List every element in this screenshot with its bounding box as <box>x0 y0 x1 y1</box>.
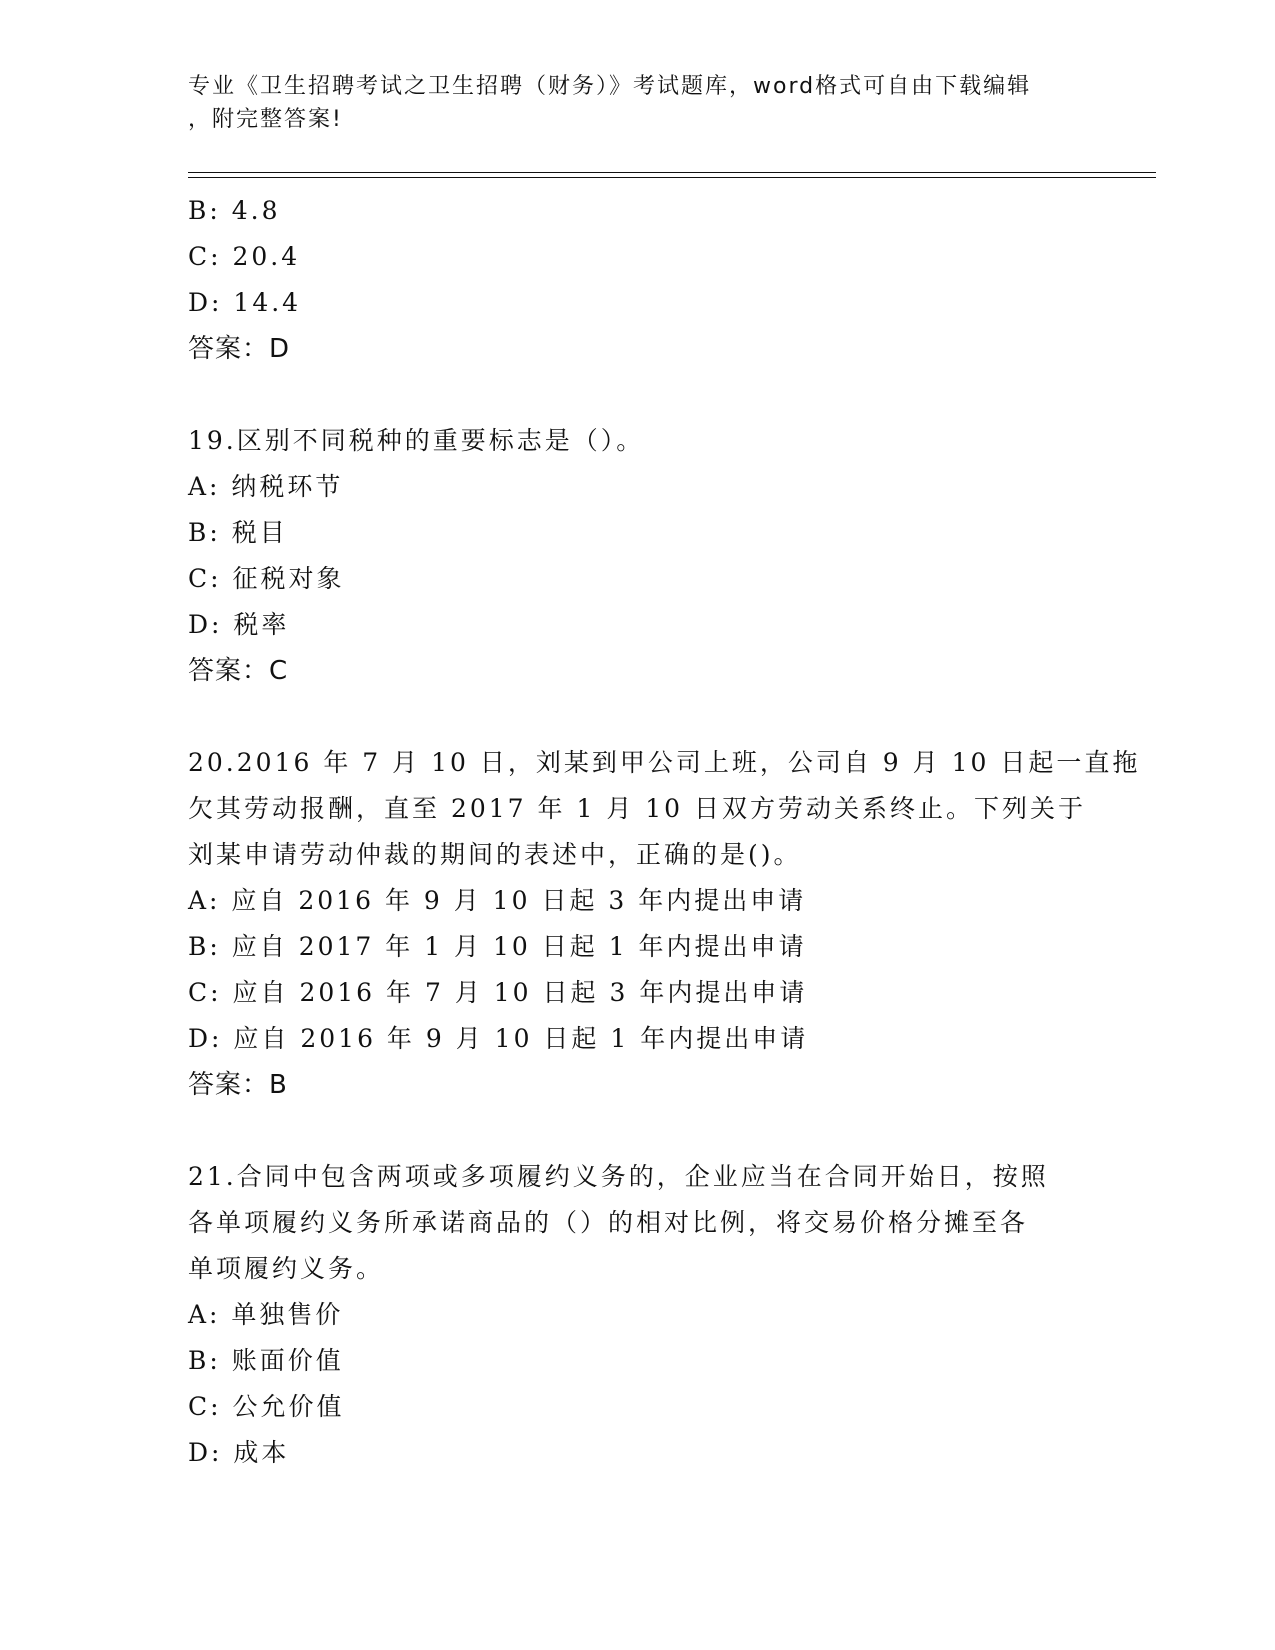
question-20 <box>188 740 1141 1108</box>
question-stem-line-1: 20.2016 年 7 月 10 日，刘某到甲公司上班，公司自 9 月 10 日起一直拖 <box>188 748 1141 777</box>
option-c: C: 应自 2016 年 7 月 10 日起 3 年内提出申请 <box>188 978 808 1007</box>
question-stem-line-1: 21.合同中包含两项或多项履约义务的，企业应当在合同开始日，按照 <box>188 1162 1049 1191</box>
spacer <box>188 372 1088 418</box>
option-b: B: 应自 2017 年 1 月 10 日起 1 年内提出申请 <box>188 932 807 961</box>
option-d: D: 应自 2016 年 9 月 10 日起 1 年内提出申请 <box>188 1024 809 1053</box>
option-d: D: 14.4 <box>188 288 302 317</box>
answer-line: 答案：B <box>188 1070 288 1100</box>
option-b: B: 4.8 <box>188 196 281 225</box>
header-rule-top <box>188 172 1156 173</box>
question-stem-line-3: 刘某申请劳动仲裁的期间的表述中，正确的是()。 <box>188 840 802 869</box>
spacer <box>188 694 1088 740</box>
document-header <box>188 70 1088 136</box>
question-stem-line-3: 单项履约义务。 <box>188 1254 385 1283</box>
header-rule-bottom <box>188 177 1156 178</box>
question-19 <box>188 418 1088 694</box>
answer-line: 答案：D <box>188 334 291 364</box>
question-21 <box>188 1154 1088 1476</box>
option-c: C: 20.4 <box>188 242 301 271</box>
option-c: C: 征税对象 <box>188 564 345 593</box>
option-a: A: 应自 2016 年 9 月 10 日起 3 年内提出申请 <box>188 886 807 915</box>
header-line-2: ，附完整答案! <box>188 107 343 132</box>
header-line-1: 专业《卫生招聘考试之卫生招聘（财务）》考试题库，word格式可自由下载编辑 <box>188 74 1032 99</box>
option-b: B: 账面价值 <box>188 1346 344 1375</box>
question-stem: 19.区别不同税种的重要标志是（）。 <box>188 426 645 455</box>
question-content <box>188 188 1141 1476</box>
question-stem-line-2: 各单项履约义务所承诺商品的（）的相对比例，将交易价格分摊至各 <box>188 1208 1029 1237</box>
answer-line: 答案：C <box>188 656 289 686</box>
option-b: B: 税目 <box>188 518 288 547</box>
option-d: D: 成本 <box>188 1438 290 1467</box>
option-a: A: 纳税环节 <box>188 472 344 501</box>
option-c: C: 公允价值 <box>188 1392 345 1421</box>
option-a: A: 单独售价 <box>188 1300 344 1329</box>
option-d: D: 税率 <box>188 610 290 639</box>
question-stem-line-2: 欠其劳动报酬，直至 2017 年 1 月 10 日双方劳动关系终止。下列关于 <box>188 794 1087 823</box>
question-18-continued <box>188 188 1088 372</box>
spacer <box>188 1108 1088 1154</box>
